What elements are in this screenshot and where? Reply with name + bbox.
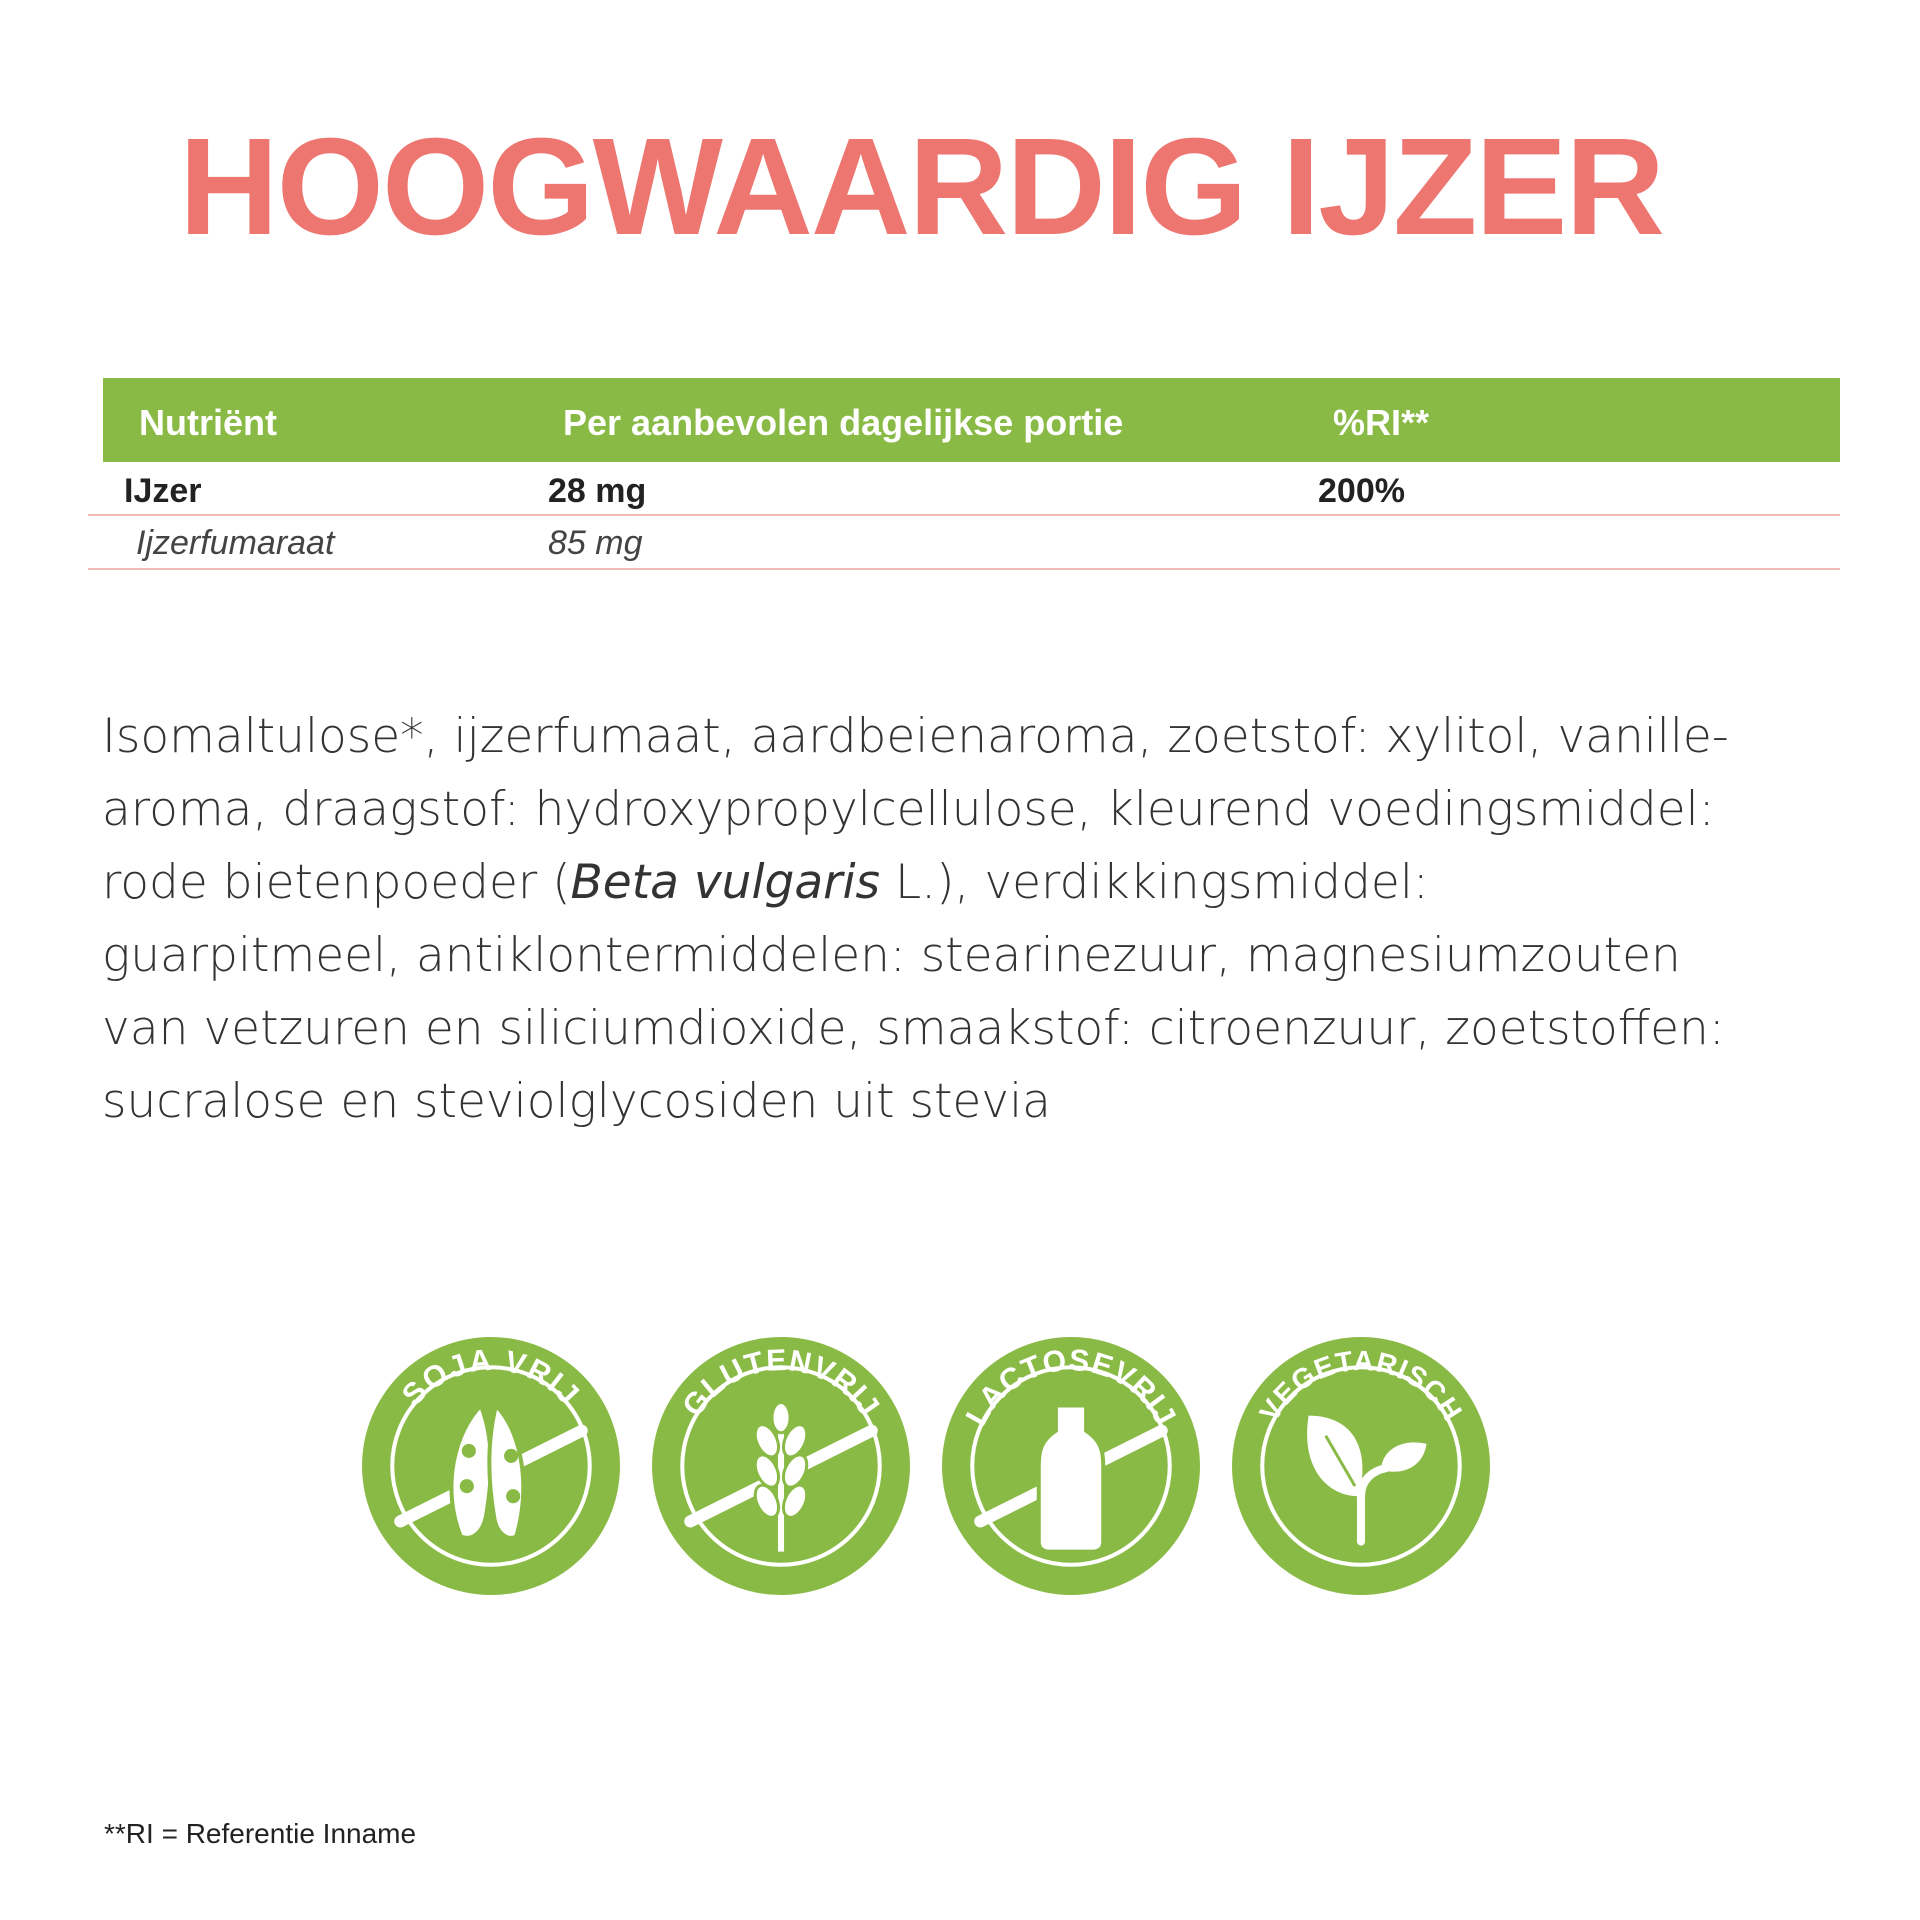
nutrient-cell: Ijzerfumaraat: [136, 524, 335, 562]
badge-glutenvrij: [650, 1335, 912, 1597]
ingredients-latin-name: Beta vulgaris: [570, 855, 881, 910]
badge-row: [360, 1335, 1492, 1597]
table-row: [88, 516, 1840, 570]
header-nutrient: Nutriënt: [139, 402, 277, 443]
footnote: **RI = Referentie Inname: [104, 1818, 417, 1849]
ri-cell: 200%: [1318, 472, 1405, 510]
amount-cell: 85 mg: [548, 524, 643, 562]
ingredients-part-1: Isomaltulose*, ijzerfumaat, aardbeienaroma, zoetstof: xylitol, vanille-aroma, draagstof: hydroxypropylcellulose, kleurend voedingsmiddel: rode bietenpoeder (: [102, 709, 1729, 910]
amount-cell: 28 mg: [548, 472, 647, 510]
table-header: [103, 378, 1840, 462]
badge-label: SOJA VRIJ: [396, 1343, 587, 1413]
header-ri: %RI**: [1333, 402, 1430, 443]
nutrient-cell: IJzer: [124, 472, 202, 510]
badge-label: LACTOSEVRIJ: [959, 1343, 1183, 1432]
badge-label: GLUTENVRIJ: [676, 1343, 886, 1423]
ingredients-part-2: L.), verdikkingsmiddel: guarpitmeel, antiklontermiddelen: stearinezuur, magnesiumzouten van vetzuren en siliciumdioxide, smaakstof: citroenzuur, zoetstoffen: sucralose en steviolglycosiden uit stevia: [102, 855, 1725, 1129]
nutrition-table: [88, 378, 1840, 570]
header-portion: Per aanbevolen dagelijkse portie: [563, 402, 1124, 443]
badge-vegetarisch: [1230, 1335, 1492, 1597]
badge-lactosevrij: [940, 1335, 1202, 1597]
table-row: [88, 462, 1840, 516]
badge-soja-vrij: [360, 1335, 622, 1597]
ingredients-text: [102, 700, 1742, 1138]
badge-label: VEGETARISCH: [1252, 1344, 1470, 1427]
page-title: HOOGWAARDIG IJZER: [178, 110, 1664, 264]
